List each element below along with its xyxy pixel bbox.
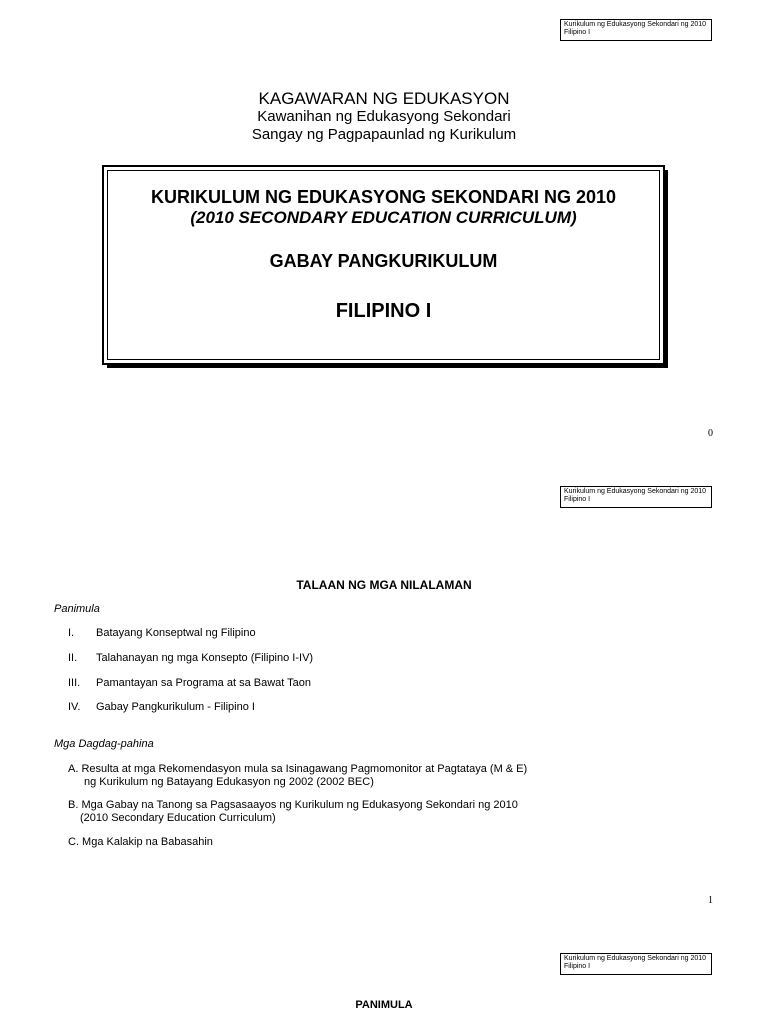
appendix-item-line: C. Mga Kalakip na Babasahin [68,836,213,848]
toc-appendix-label: Mga Dagdag-pahina [54,738,154,750]
guide-title: GABAY PANGKURIKULUM [269,251,498,271]
running-header-title: Kurikulum ng Edukasyong Sekondari ng 2010 [564,955,707,962]
running-header-box [560,486,712,508]
toc-title: TALAAN NG MGA NILALAMAN [296,578,472,592]
toc-item-text: Pamantayan sa Programa at sa Bawat Taon [96,677,312,689]
appendix-item-line: A. Resulta at mga Rekomendasyon mula sa Isinagawang Pagmomonitor at Pagtataya (M & E) [68,763,528,775]
section-heading-panimula: PANIMULA [355,999,413,1011]
department-name: KAGAWARAN NG EDUKASYON [258,89,510,108]
toc-item-number: IV. [68,701,81,713]
title-box [102,165,665,365]
toc-item-number: III. [68,677,81,689]
page-number-0: 0 [708,428,713,439]
toc-item-number: II. [68,652,78,664]
appendix-item-line: ng Kurikulum ng Batayang Edukasyon ng 2002 (2002 BEC) [84,776,374,788]
division-name: Sangay ng Pagpapaunlad ng Kurikulum [251,126,517,143]
appendix-item-b [68,799,518,825]
toc-item-text: Batayang Konseptwal ng Filipino [96,627,256,639]
toc-item-text: Talahanayan ng mga Konsepto (Filipino I-IV) [96,652,314,664]
appendix-item-c [68,836,213,849]
toc-item [0,627,768,641]
toc-item-number: I. [68,627,75,639]
toc-item [0,677,768,691]
appendix-item-a [68,763,527,789]
toc-item [0,701,768,715]
running-header-subject: Filipino I [564,29,591,36]
running-header-box [560,953,712,975]
running-header-subject: Filipino I [564,963,591,970]
curriculum-title: KURIKULUM NG EDUKASYONG SEKONDARI NG 2010 [150,187,617,207]
appendix-item-line: B. Mga Gabay na Tanong sa Pagsasaayos ng Kurikulum ng Edukasyong Sekondari ng 2010 [68,799,518,811]
toc-item-text: Gabay Pangkurikulum - Filipino I [96,701,255,713]
toc-item [0,652,768,666]
toc-intro-label: Panimula [54,603,100,615]
running-header-title: Kurikulum ng Edukasyong Sekondari ng 2010 [564,488,707,495]
appendix-item-line: (2010 Secondary Education Curriculum) [80,812,276,824]
subject-title: FILIPINO I [335,300,432,322]
running-header-box [560,19,712,41]
running-header-subject: Filipino I [564,496,591,503]
bureau-name: Kawanihan ng Edukasyong Sekondari [257,108,511,125]
running-header-title: Kurikulum ng Edukasyong Sekondari ng 2010 [564,21,707,28]
page-number-1: 1 [708,895,713,906]
curriculum-title-english: (2010 SECONDARY EDUCATION CURRICULUM) [190,208,577,227]
